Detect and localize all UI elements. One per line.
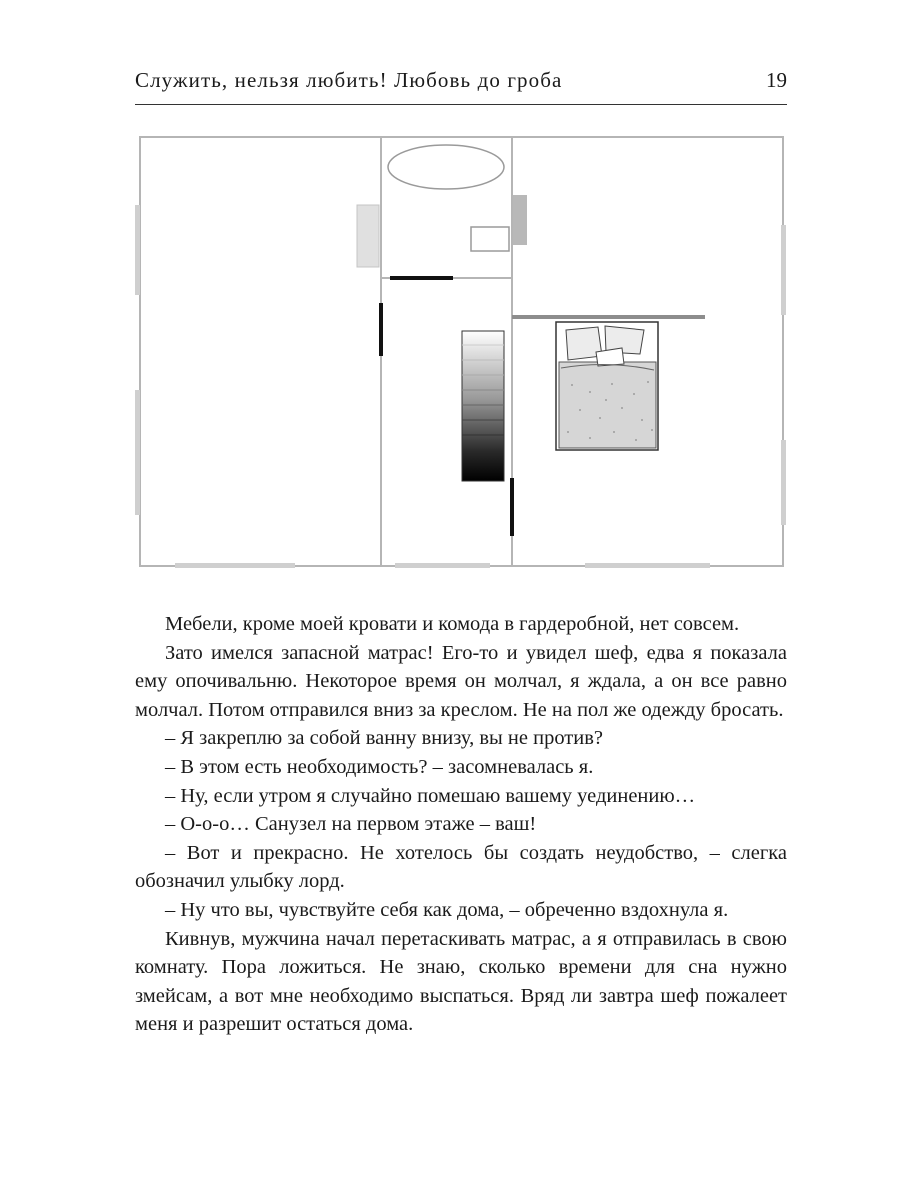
dialogue-line: – Ну что вы, чувствуйте себя как дома, – обреченно вздохнула я.: [165, 898, 729, 921]
door-hall: [379, 303, 383, 356]
bed: [556, 322, 658, 450]
running-title: Служить, нельзя любить! Любовь до гроба: [135, 68, 563, 92]
dialogue-line: – Вот и прекрасно. Не хотелось бы создать неудобство, – слегка обозначил улыбку лорд.: [135, 841, 787, 893]
running-head: [135, 68, 787, 102]
window-right-upper: [781, 225, 786, 315]
sink: [471, 227, 509, 251]
paragraph: Кивнув, мужчина начал перетаскивать матрас, а я отправилась в свою комнату. Пора ложиться. Не знаю, сколько времени для сна нужно змейсам, а вот мне необходимо выспаться. Вряд ли завтра шеф пожалеет меня и разрешит остаться дома.: [135, 927, 787, 1036]
window-bottom-left: [175, 563, 295, 568]
dialogue-line: – В этом есть необходимость? – засомневалась я.: [165, 755, 594, 778]
window-right-lower: [781, 440, 786, 525]
dialogue-line: – Я закреплю за собой ванну внизу, вы не против?: [165, 727, 604, 750]
dialogue-line: – О-о-о… Санузел на первом этаже – ваш!: [165, 813, 537, 836]
paragraph: Мебели, кроме моей кровати и комода в гардеробной, нет совсем.: [165, 613, 740, 635]
header-rule: [135, 104, 787, 105]
page-number: 19: [766, 68, 787, 92]
window-bottom-middle: [395, 563, 490, 568]
staircase: [462, 331, 504, 481]
window-left-upper: [135, 205, 140, 295]
dark-panel: [513, 195, 527, 245]
floor-plan-illustration: [130, 130, 790, 575]
bathtub: [388, 145, 504, 189]
window-bottom-right: [585, 563, 710, 568]
hatched-panel: [357, 205, 379, 267]
body-text: [135, 610, 787, 1039]
door-bathroom: [390, 276, 453, 280]
door-wardrobe: [510, 478, 514, 536]
paragraph: Зато имелся запасной матрас! Его-то и увидел шеф, едва я показала ему опочивальню. Некоторое время он молчал, я ждала, а он все равно молчал. Потом отправился вниз за креслом. Не на пол же одежду бросать.: [135, 641, 787, 721]
dialogue-line: – Ну, если утром я случайно помешаю вашему уединению…: [165, 784, 696, 807]
window-left-lower: [135, 390, 140, 515]
